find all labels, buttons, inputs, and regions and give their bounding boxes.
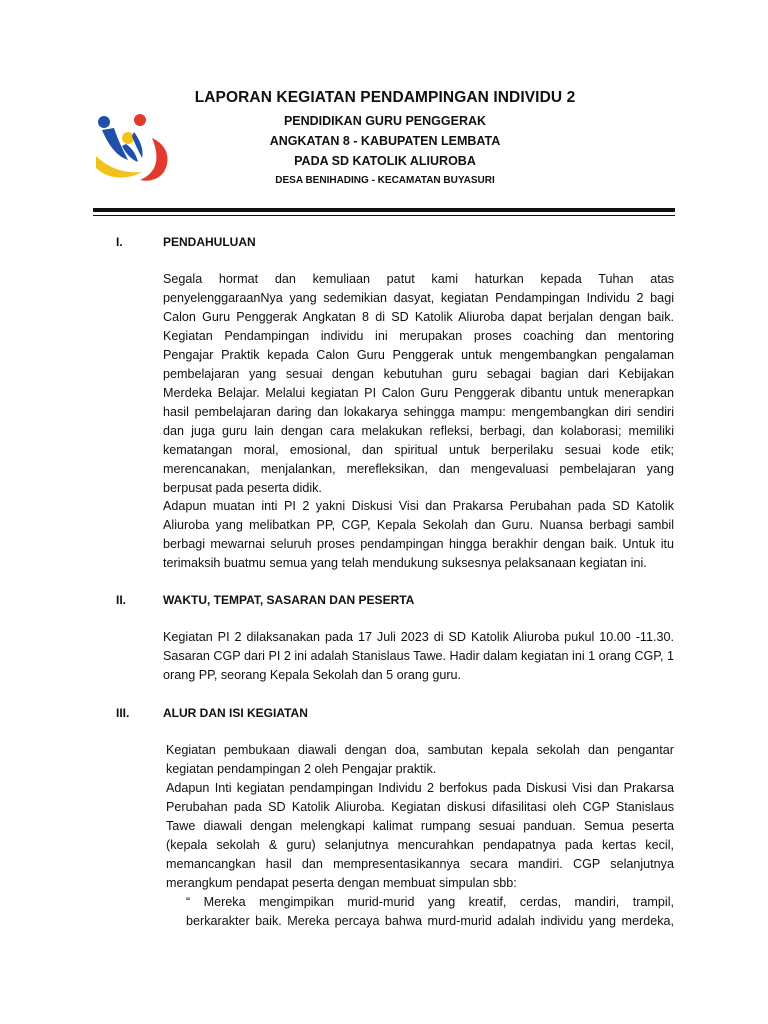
text-line: memancangkan hasil dan mempresentasikannya secara mandiri. CGP selanjutnya (166, 857, 674, 871)
text-line: merangkum pendapat peserta dengan membuat simpulan sbb: (166, 876, 517, 890)
header-divider-thick (93, 208, 675, 212)
text-line: Calon Guru Penggerak Angkatan 8 di SD Katolik Aliuroba dapat berjalan dengan baik. (163, 310, 674, 324)
text-line: Kegiatan pembukaan diawali dengan doa, sambutan kepala sekolah dan pengantar (166, 743, 674, 757)
text-line: Sasaran CGP dari PI 2 ini adalah Stanislaus Tawe. Hadir dalam kegiatan ini 1 orang CGP, 1 (163, 649, 675, 663)
section-2-number: II. (116, 593, 127, 607)
logo-red-head (134, 114, 146, 126)
text-line: kegiatan pendampingan 2 oleh Pengajar praktik. (166, 762, 437, 776)
text-line: “ Mereka mengimpikan murid-murid yang kreatif, cerdas, mandiri, trampil, (186, 895, 674, 909)
report-title: LAPORAN KEGIATAN PENDAMPINGAN INDIVIDU 2 (194, 89, 576, 106)
text-line: Merdeka Belajar. Melalui kegiatan PI Calon Guru Penggerak dibantu untuk menerapkan (163, 386, 674, 400)
section-1-title: PENDAHULUAN (163, 235, 256, 249)
section-2-title: WAKTU, TEMPAT, SASARAN DAN PESERTA (163, 593, 415, 607)
text-line: Segala hormat dan kemuliaan patut kami haturkan kepada Tuhan atas (163, 272, 674, 286)
text-line: berkarakter baik. Mereka percaya bahwa murd-murid adalah individu yang merdeka, (186, 914, 674, 928)
section-3-paragraph-2 (166, 779, 674, 893)
section-1-number: I. (116, 235, 123, 249)
text-line: (kepala sekolah & guru) selanjutnya mencurahkan pendapatnya pada kertas kecil, (166, 838, 674, 852)
header-divider-thin (93, 215, 675, 216)
guru-penggerak-logo-icon (92, 110, 176, 192)
text-line: pembelajaran yang sesuai dengan kebutuhan guru sebagai bagian dari Kebijakan (163, 367, 674, 381)
section-3-number: III. (116, 706, 130, 720)
section-2-paragraph-1 (163, 628, 674, 685)
text-line: Adapun muatan inti PI 2 yakni Diskusi Visi dan Prakarsa Perubahan pada SD Katolik (163, 499, 674, 513)
text-line: berpusat pada peserta didik. (163, 481, 322, 495)
text-line: merencanakan, menjalankan, merefleksikan, dan mengevaluasi pembelajaran yang (163, 462, 674, 476)
text-line: Adapun Inti kegiatan pendampingan Individu 2 berfokus pada Diskusi Visi dan Prakarsa (166, 781, 674, 795)
program-name: PENDIDIKAN GURU PENGGERAK (283, 114, 487, 128)
text-line: Kegiatan PI 2 dilaksanakan pada 17 Juli 2023 di SD Katolik Aliuroba pukul 10.00 -11.30. (163, 630, 674, 644)
text-line: Aliuroba yang melibatkan PP, CGP, Kepala Sekolah dan Guru. Nuansa berbagi sambil (163, 518, 674, 532)
text-line: berbagi mewarnai seluruh proses pendampingan hingga berakhir dengan baik. Untuk itu (163, 537, 674, 551)
section-1-paragraph-1 (163, 270, 674, 498)
text-line: penyelenggaraanNya yang sedemikian dasyat, kegiatan Pendampingan Individu 2 bagi (163, 291, 674, 305)
cohort-line: ANGKATAN 8 - KABUPATEN LEMBATA (269, 134, 501, 148)
logo-blue-body (102, 128, 128, 160)
section-3-paragraph-1 (166, 741, 674, 779)
village-line: DESA BENIHADING - KECAMATAN BUYASURI (275, 175, 495, 186)
logo-blue-head (98, 116, 110, 128)
text-line: Perubahan pada SD Katolik Aliuroba. Kegiatan diskusi difasilitasi oleh CGP Stanislaus (166, 800, 674, 814)
text-line: kematangan moral, emosional, dan spiritual untuk berperilaku sesuai kode etik; (163, 443, 674, 457)
text-line: orang PP, seorang Kepala Sekolah dan 5 orang guru. (163, 668, 462, 682)
text-line: Pengajar Praktik kepada Calon Guru Penggerak untuk mengembangkan pengalaman (163, 348, 674, 362)
text-line: hasil pembelajaran daring dan lokakarya sehingga mampu: mengembangkan diri sendiri (163, 405, 674, 419)
section-3-quote (186, 893, 674, 931)
text-line: terimaksih buatmu semua yang telah mendukung suksesnya pelaksanaan kegiatan ini. (163, 556, 647, 570)
logo-red-arc (140, 138, 168, 181)
school-line: PADA SD KATOLIK ALIUROBA (294, 154, 476, 168)
logo-yellow-head (122, 132, 134, 144)
section-1-paragraph-2 (163, 497, 674, 573)
section-3-title: ALUR DAN ISI KEGIATAN (163, 706, 308, 720)
text-line: Tawe diawali dengan melengkapi kalimat rumpang sesuai panduan. Semua peserta (166, 819, 674, 833)
text-line: dan juga guru lain dengan cara melakukan refleksi, berbagi, dan kolaborasi; memiliki (163, 424, 674, 438)
text-line: Kegiatan Pendampingan individu ini merupakan proses coaching dan mentoring (163, 329, 674, 343)
